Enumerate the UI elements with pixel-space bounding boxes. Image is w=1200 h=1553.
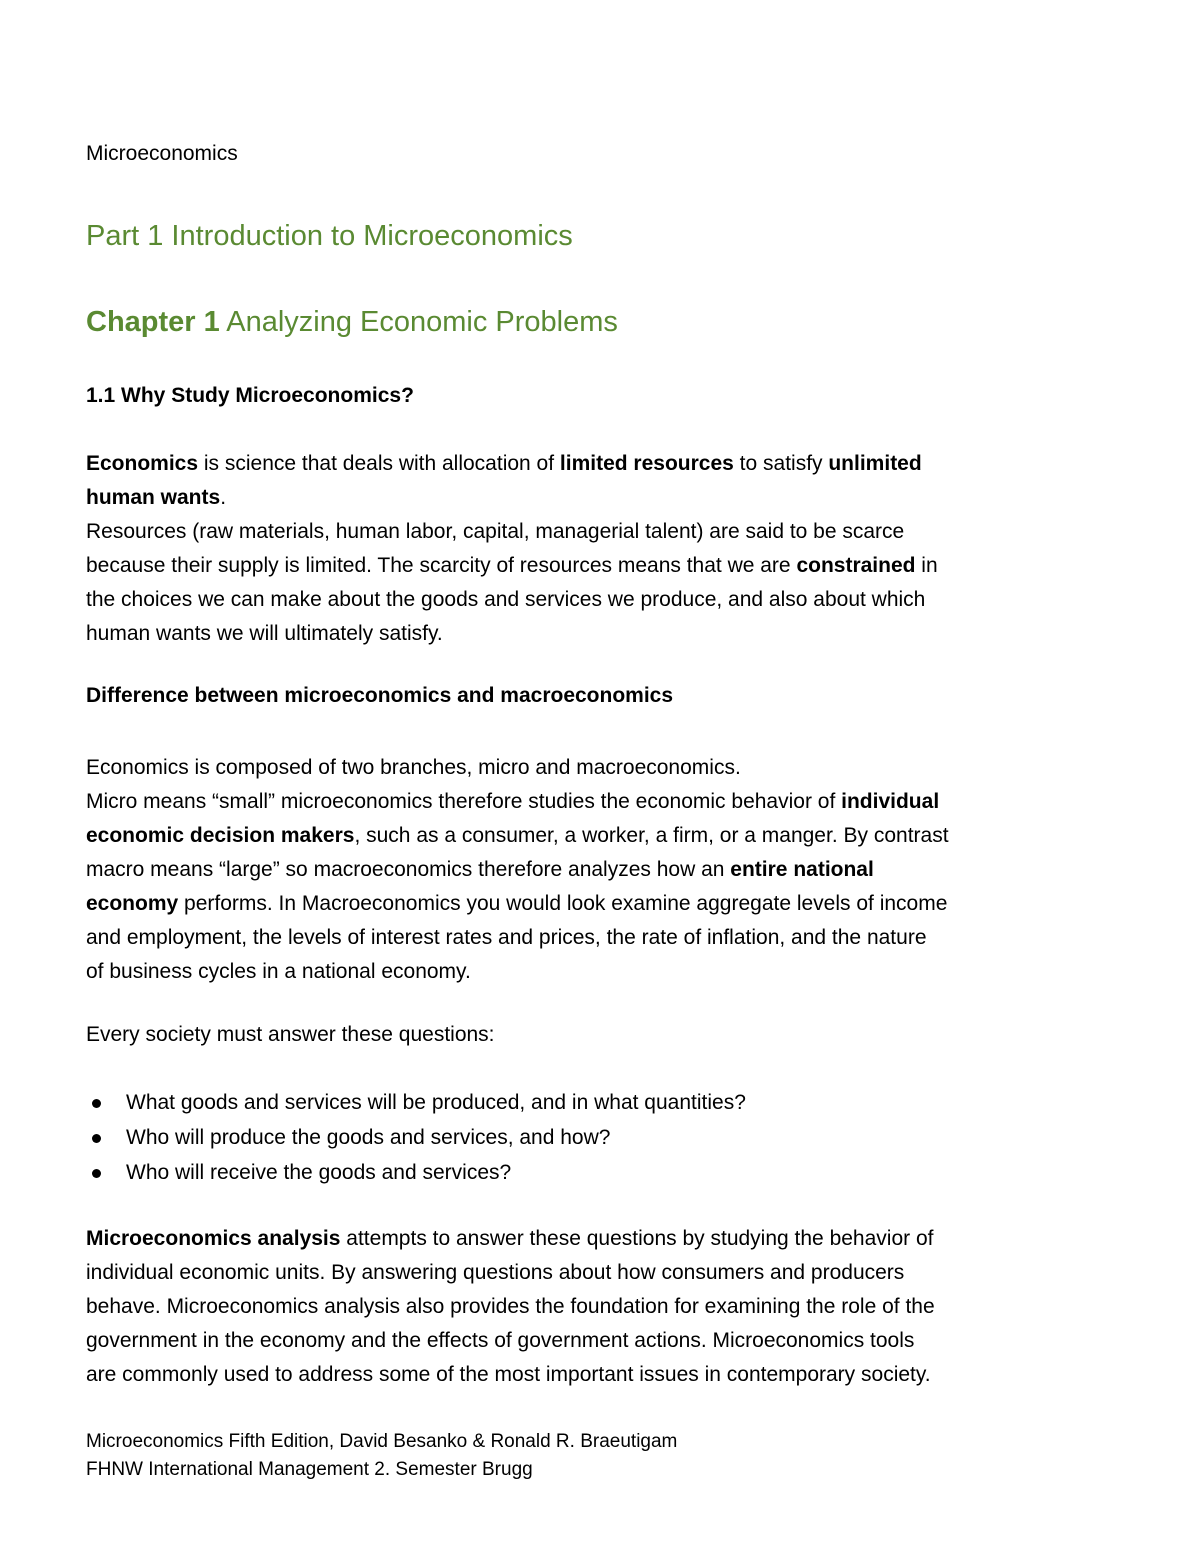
- term-limited-resources: limited resources: [559, 452, 734, 475]
- bullet-icon: [92, 1169, 101, 1178]
- section-heading: 1.1 Why Study Microeconomics?: [86, 384, 414, 407]
- economics-definition-paragraph: [86, 447, 1126, 651]
- paragraph-line: are commonly used to address some of the most important issues in contemporary society.: [86, 1363, 931, 1386]
- term-economics: Economics: [86, 452, 199, 475]
- text-run: Micro means “small” microeconomics therefore studies the economic behavior of: [86, 790, 842, 813]
- paragraph-line: [86, 447, 1126, 481]
- paragraph-line: the choices we can make about the goods and services we produce, and also about which: [86, 588, 926, 611]
- text-run: because their supply is limited. The scarcity of resources means that we are: [86, 554, 797, 577]
- paragraph-line: [86, 785, 1126, 819]
- paragraph-line: behave. Microeconomics analysis also provides the foundation for examining the role of the: [86, 1295, 935, 1318]
- micro-macro-paragraph: [86, 751, 1126, 989]
- paragraph-line: [86, 819, 1126, 853]
- paragraph-line: government in the economy and the effects of government actions. Microeconomics tools: [86, 1329, 915, 1352]
- paragraph-line: and employment, the levels of interest rates and prices, the rate of inflation, and the nature: [86, 926, 927, 949]
- paragraph-line: [86, 1222, 1126, 1256]
- footer-course: FHNW International Management 2. Semester Brugg: [86, 1459, 533, 1480]
- page-footer: [86, 1428, 677, 1484]
- text-run: in: [915, 554, 938, 577]
- list-item: [86, 1120, 746, 1155]
- paragraph-line: [86, 481, 1126, 515]
- running-title: Microeconomics: [86, 142, 238, 165]
- list-item-text: Who will receive the goods and services?: [126, 1161, 512, 1184]
- term-entire-national: entire national: [730, 858, 874, 881]
- questions-list: [86, 1085, 746, 1190]
- text-run: performs. In Macroeconomics you would look examine aggregate levels of income: [178, 892, 948, 915]
- paragraph-line: [86, 853, 1126, 887]
- text-run: is science that deals with allocation of: [198, 452, 560, 475]
- list-item: [86, 1155, 746, 1190]
- paragraph-line: human wants we will ultimately satisfy.: [86, 622, 443, 645]
- list-item: [86, 1085, 746, 1120]
- text-run: , such as a consumer, a worker, a firm, or a manger. By contrast: [354, 824, 949, 847]
- chapter-title: Analyzing Economic Problems: [226, 306, 618, 338]
- text-run: .: [220, 486, 227, 509]
- paragraph-line: of business cycles in a national economy.: [86, 960, 471, 983]
- paragraph-line: [86, 887, 1126, 921]
- term-unlimited: unlimited: [828, 452, 922, 475]
- text-run: attempts to answer these questions by studying the behavior of: [340, 1227, 934, 1250]
- part-heading: Part 1 Introduction to Microeconomics: [86, 220, 573, 252]
- questions-intro: Every society must answer these questions:: [86, 1023, 495, 1046]
- list-item-text: Who will produce the goods and services, and how?: [126, 1126, 611, 1149]
- micro-analysis-paragraph: [86, 1222, 1126, 1392]
- term-individual: individual: [841, 790, 940, 813]
- term-constrained: constrained: [796, 554, 916, 577]
- bullet-icon: [92, 1099, 101, 1108]
- list-item-text: What goods and services will be produced, and in what quantities?: [126, 1091, 746, 1114]
- paragraph-line: Economics is composed of two branches, micro and macroeconomics.: [86, 756, 741, 779]
- term-economy: economy: [86, 892, 179, 915]
- subheading-micro-vs-macro: Difference between microeconomics and macroeconomics: [86, 684, 674, 707]
- paragraph-line: [86, 549, 1126, 583]
- term-economic-decision-makers: economic decision makers: [86, 824, 355, 847]
- term-microeconomics-analysis: Microeconomics analysis: [86, 1227, 341, 1250]
- text-run: macro means “large” so macroeconomics therefore analyzes how an: [86, 858, 731, 881]
- paragraph-line: individual economic units. By answering questions about how consumers and producers: [86, 1261, 905, 1284]
- bullet-icon: [92, 1134, 101, 1143]
- term-human-wants: human wants: [86, 486, 221, 509]
- footer-source: Microeconomics Fifth Edition, David Besanko & Ronald R. Braeutigam: [86, 1431, 678, 1452]
- text-run: to satisfy: [733, 452, 829, 475]
- chapter-label: Chapter 1: [86, 306, 220, 338]
- chapter-heading: [86, 306, 618, 339]
- paragraph-line: Resources (raw materials, human labor, capital, managerial talent) are said to be scarce: [86, 520, 905, 543]
